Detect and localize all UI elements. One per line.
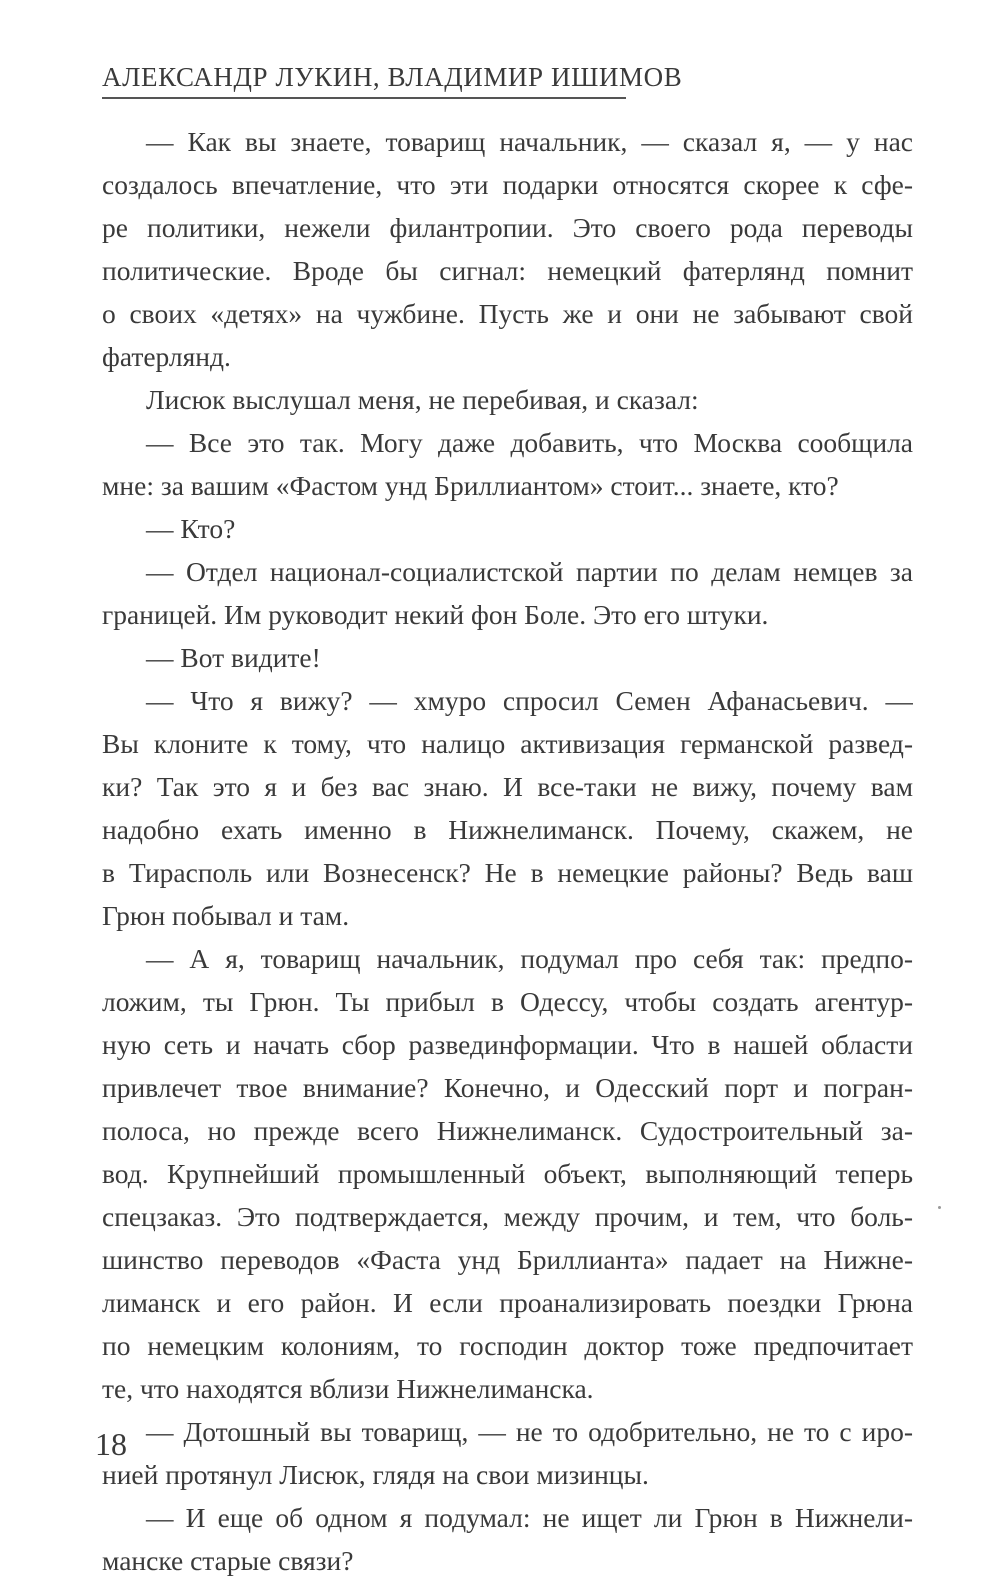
text-line: Грюн побывал и там. [102, 900, 350, 931]
text-line: — Как вы знаете, товарищ начальник, — сказал я, — у нас [146, 126, 913, 157]
text-line: в Тирасполь или Вознесенск? Не в немецкие районы? Ведь ваш [102, 857, 913, 888]
text-line: — А я, товарищ начальник, подумал про себя так: предпо- [146, 943, 913, 974]
text-line: Вы клоните к тому, что налицо активизация германской развед- [102, 728, 913, 759]
text-line: шинство переводов «Фаста унд Бриллианта» падает на Нижне- [102, 1244, 913, 1275]
running-head: АЛЕКСАНДР ЛУКИН, ВЛАДИМИР ИШИМОВ [102, 62, 683, 92]
text-line: ки? Так это я и без вас знаю. И все-таки не вижу, почему вам [102, 771, 913, 802]
text-line: Лисюк выслушал меня, не перебивая, и сказал: [146, 384, 699, 415]
text-line: — Все это так. Могу даже добавить, что Москва сообщила [146, 427, 913, 458]
text-line: вод. Крупнейший промышленный объект, выполняющий теперь [102, 1158, 913, 1189]
text-line: — Вот видите! [146, 642, 321, 673]
text-line: мне: за вашим «Фастом унд Бриллиантом» стоит... знаете, кто? [102, 470, 839, 501]
text-line: ре политики, нежели филантропии. Это своего рода переводы [102, 212, 913, 243]
scan-speck [938, 1206, 941, 1209]
text-line: те, что находятся вблизи Нижнелиманска. [102, 1373, 594, 1404]
text-line: границей. Им руководит некий фон Боле. Это его штуки. [102, 599, 769, 630]
text-line: привлечет твое внимание? Конечно, и Одесский порт и погран- [102, 1072, 913, 1103]
text-line: лиманск и его район. И если проанализировать поездки Грюна [102, 1287, 913, 1318]
text-line: полоса, но прежде всего Нижнелиманск. Судостроительный за- [102, 1115, 913, 1146]
text-line: фатерлянд. [102, 341, 231, 372]
text-line: манске старые связи? [102, 1545, 354, 1576]
text-line: политические. Вроде бы сигнал: немецкий фатерлянд помнит [102, 255, 913, 286]
text-line: — И еще об одном я подумал: не ищет ли Грюн в Нижнели- [146, 1502, 913, 1533]
text-line: — Дотошный вы товарищ, — не то одобрительно, не то с иро- [146, 1416, 913, 1447]
text-line: о своих «детях» на чужбине. Пусть же и они не забывают свой [102, 298, 913, 329]
text-line: ную сеть и начать сбор развединформации. Что в нашей области [102, 1029, 913, 1060]
text-line: нией протянул Лисюк, глядя на свои мизинцы. [102, 1459, 649, 1490]
text-line: — Кто? [146, 513, 236, 544]
text-line: надобно ехать именно в Нижнелиманск. Почему, скажем, не [102, 814, 913, 845]
text-line: ложим, ты Грюн. Ты прибыл в Одессу, чтобы создать агентур- [102, 986, 913, 1017]
text-line: — Отдел национал-социалистской партии по делам немцев за [146, 556, 913, 587]
body-text [102, 120, 913, 1582]
page-number: 18 [95, 1426, 127, 1462]
text-line: — Что я вижу? — хмуро спросил Семен Афанасьевич. — [146, 685, 913, 716]
text-line: по немецким колониям, то господин доктор тоже предпочитает [102, 1330, 913, 1361]
header-rule [102, 97, 626, 99]
text-line: спецзаказ. Это подтверждается, между прочим, и тем, что боль- [102, 1201, 913, 1232]
text-line: создалось впечатление, что эти подарки относятся скорее к сфе- [102, 169, 913, 200]
